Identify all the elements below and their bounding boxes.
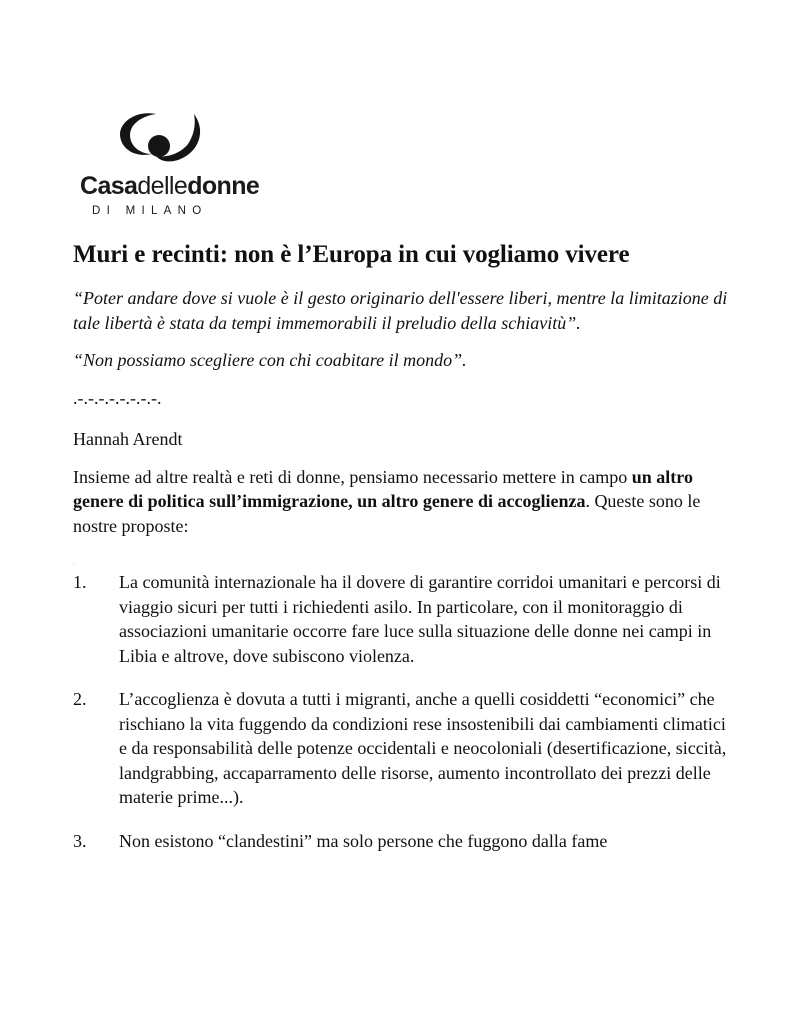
quote-first: “Poter andare dove si vuole è il gesto originario dell'essere liberi, mentre la limitazione di tale libertà è stata da tempi immemorabili il preludio della schiavitù”.	[73, 288, 728, 333]
list-item-number: 1.	[73, 572, 87, 592]
logo-subtitle: DI MILANO	[92, 205, 208, 217]
list-item	[73, 687, 733, 810]
intro-text-end: . Queste sono le nostre proposte:	[73, 491, 701, 536]
logo-mark-icon	[116, 108, 206, 166]
list-item-text: L’accoglienza è dovuta a tutti i migranti, anche a quelli cosiddetti “economici” che rischiano la vita fuggendo da condizioni rese insostenibili dai cambiamenti climatici e da responsabilità delle potenze occidentali e neocoloniali (desertificazione, siccità, landgrabbing, accaparramento delle risorse, aumento incontrollato dei prezzi delle materie prime...).	[119, 689, 727, 807]
list-item-number: 3.	[73, 830, 87, 851]
intro-bold-text: un altro genere di politica sull’immigrazione, un altro genere di accoglienza	[73, 466, 693, 511]
list-item	[73, 829, 733, 854]
intro-text-start: Insieme ad altre realtà e reti di donne, pensiamo necessario mettere in campo	[73, 466, 632, 487]
quote-second: “Non possiamo scegliere con chi coabitare il mondo”.	[73, 350, 467, 370]
list-item-number: 2.	[73, 689, 87, 709]
list-item-text: Non esistono “clandestini” ma solo persone che fuggono dalla fame	[119, 830, 608, 851]
list-item	[73, 570, 733, 668]
quote-author: Hannah Arendt	[73, 429, 183, 449]
logo-word-delle: delle	[137, 172, 188, 200]
logo-word-donne: donne	[187, 172, 260, 200]
intro-paragraph	[73, 465, 733, 539]
proposal-list	[73, 570, 733, 853]
list-item-text: La comunità internazionale ha il dovere di garantire corridoi umanitari e percorsi di viaggio sicuri per tutti i richiedenti asilo. In particolare, con il monitoraggio di associazioni umanitarie occorre fare luce sulla situazione delle donne nei campi in Libia e altrove, dove subiscono violenza.	[119, 572, 721, 666]
casa-delle-donne-logo	[80, 108, 260, 218]
logo-wordmark	[80, 172, 259, 201]
separator-line: .-.-.-.-.-.-.-.-.	[73, 387, 162, 408]
stray-mark: .	[73, 561, 75, 567]
document-title: Muri e recinti: non è l’Europa in cui vogliamo vivere	[73, 241, 630, 268]
document-body	[73, 238, 733, 872]
logo-word-casa: Casa	[80, 172, 138, 200]
